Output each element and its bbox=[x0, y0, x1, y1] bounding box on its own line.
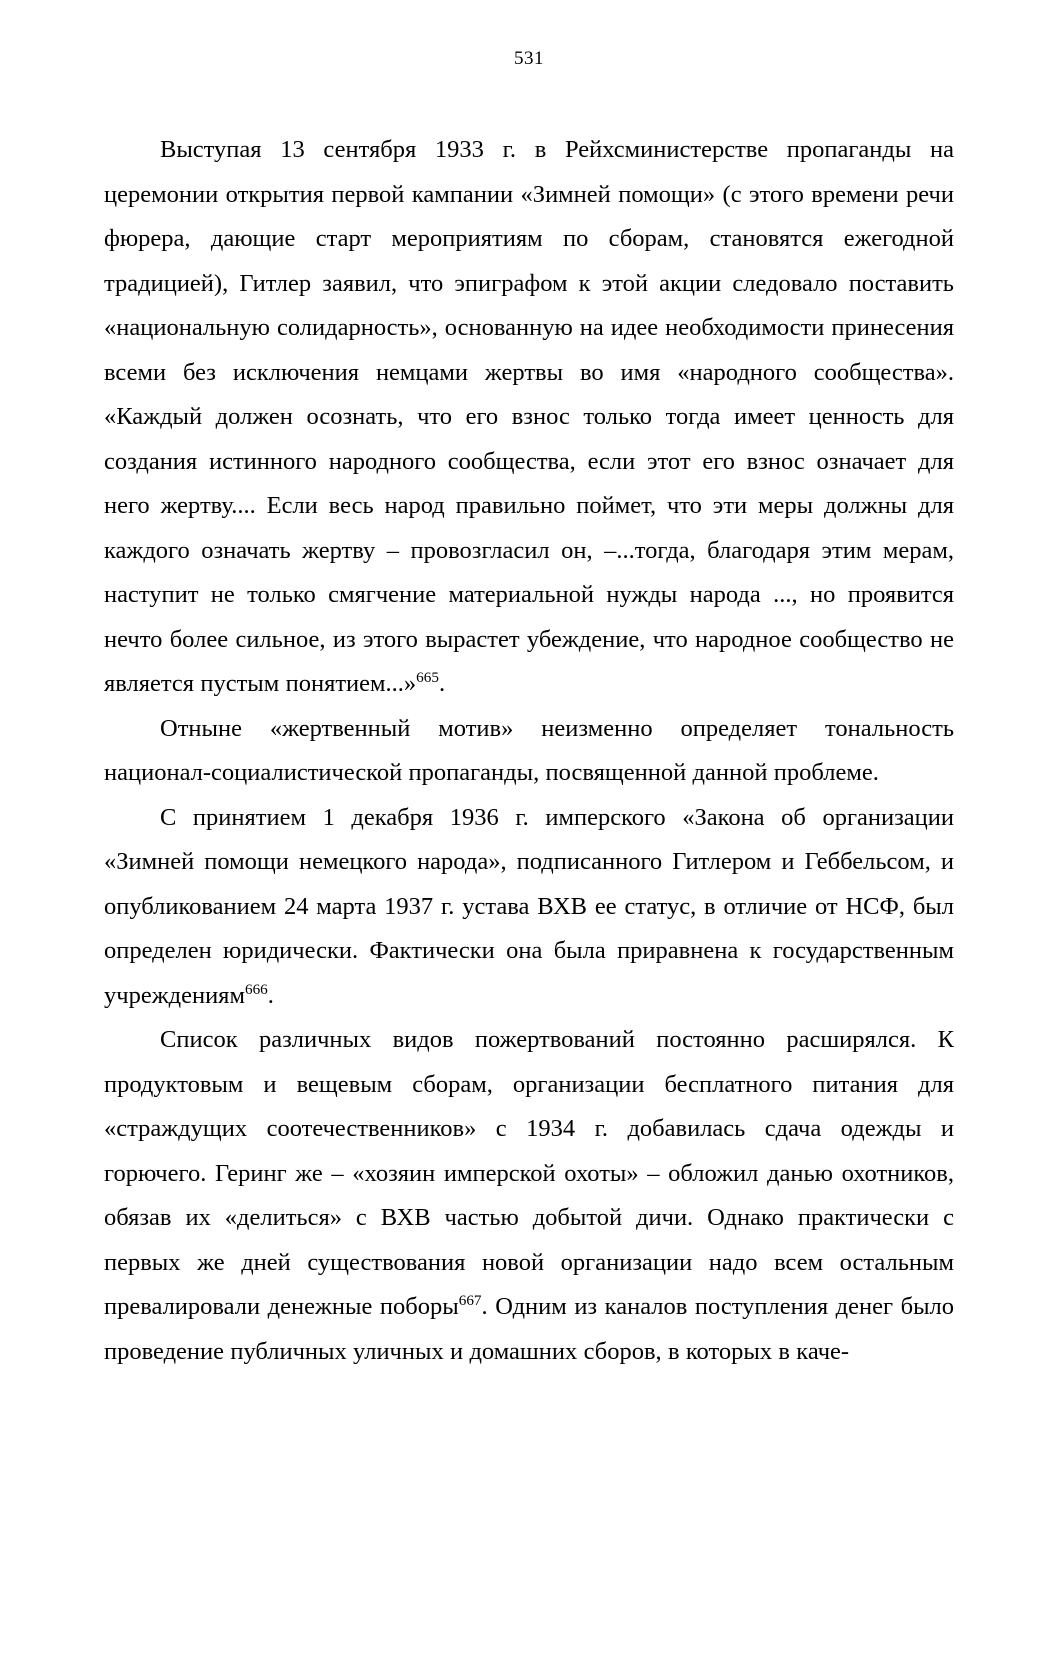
paragraph-2 bbox=[104, 707, 954, 796]
page-number: 531 bbox=[514, 48, 544, 69]
paragraph-4-tail: . Одним из каналов поступления денег было проведение публичных уличных и домашних сборов, в которых в каче- bbox=[104, 1293, 955, 1365]
footnote-ref-666[interactable]: 666 bbox=[244, 980, 268, 998]
paragraph-3 bbox=[104, 796, 954, 1019]
footnote-ref-665[interactable]: 665 bbox=[416, 668, 439, 686]
paragraph-3-text: С принятием 1 декабря 1936 г. имперского «Закона об организации «Зимней помощи немецкого народа», подписанного Гитлером и Геббельсом, и опубликованием 24 марта 1937 г. устава ВХВ ее статус, в отличие от НСФ, был определен юридически. Фактически она была приравнена к государственным учреждениям bbox=[104, 803, 954, 1009]
paragraph-4 bbox=[104, 1018, 954, 1374]
paragraph-4-text: Список различных видов пожертвований постоянно расширялся. К продуктовым и вещевым сборам, организации бесплатного питания для «страждущих соотечественников» с 1934 г. добавилась сдача одежды и горючего. Геринг же – «хозяин имперской охоты» – обложил данью охотников, обязав их «делиться» с ВХВ частью добытой дичи. Однако практически с первых же дней существования новой организации надо всем остальным превалировали денежные поборы bbox=[104, 1026, 954, 1320]
paragraph-1-tail: . bbox=[438, 670, 446, 697]
page-body bbox=[104, 128, 954, 1374]
paragraph-2-text: Отныне «жертвенный мотив» неизменно определяет тональность национал-социалистической пропаганды, посвященной данной проблеме. bbox=[104, 714, 954, 786]
paragraph-3-tail: . bbox=[267, 981, 274, 1009]
paragraph-1 bbox=[104, 128, 954, 707]
paragraph-1-text: Выступая 13 сентября 1933 г. в Рейхсминистерстве пропаганды на церемонии открытия первой кампании «Зимней помощи» (с этого времени речи фюрера, дающие старт мероприятиям по сборам, становятся ежегодной традицией), Гитлер заявил, что эпиграфом к этой акции следовало поставить «национальную солидарность», основанную на идее необходимости принесения всеми без исключения немцами жертвы во имя «народного сообщества». «Каждый должен осознать, что его взнос только тогда имеет ценность для создания истинного народного сообщества, если этот его взнос означает для него жертву.... Если весь народ правильно поймет, что эти меры должны для каждого означать жертву – провозгласил он, –...тогда, благодаря этим мерам, наступит не только смягчение материальной нужды народа ..., но проявится нечто более сильное, из этого вырастет убеждение, что народное сообщество не является пустым понятием...» bbox=[104, 136, 954, 697]
footnote-ref-667[interactable]: 667 bbox=[458, 1291, 482, 1309]
